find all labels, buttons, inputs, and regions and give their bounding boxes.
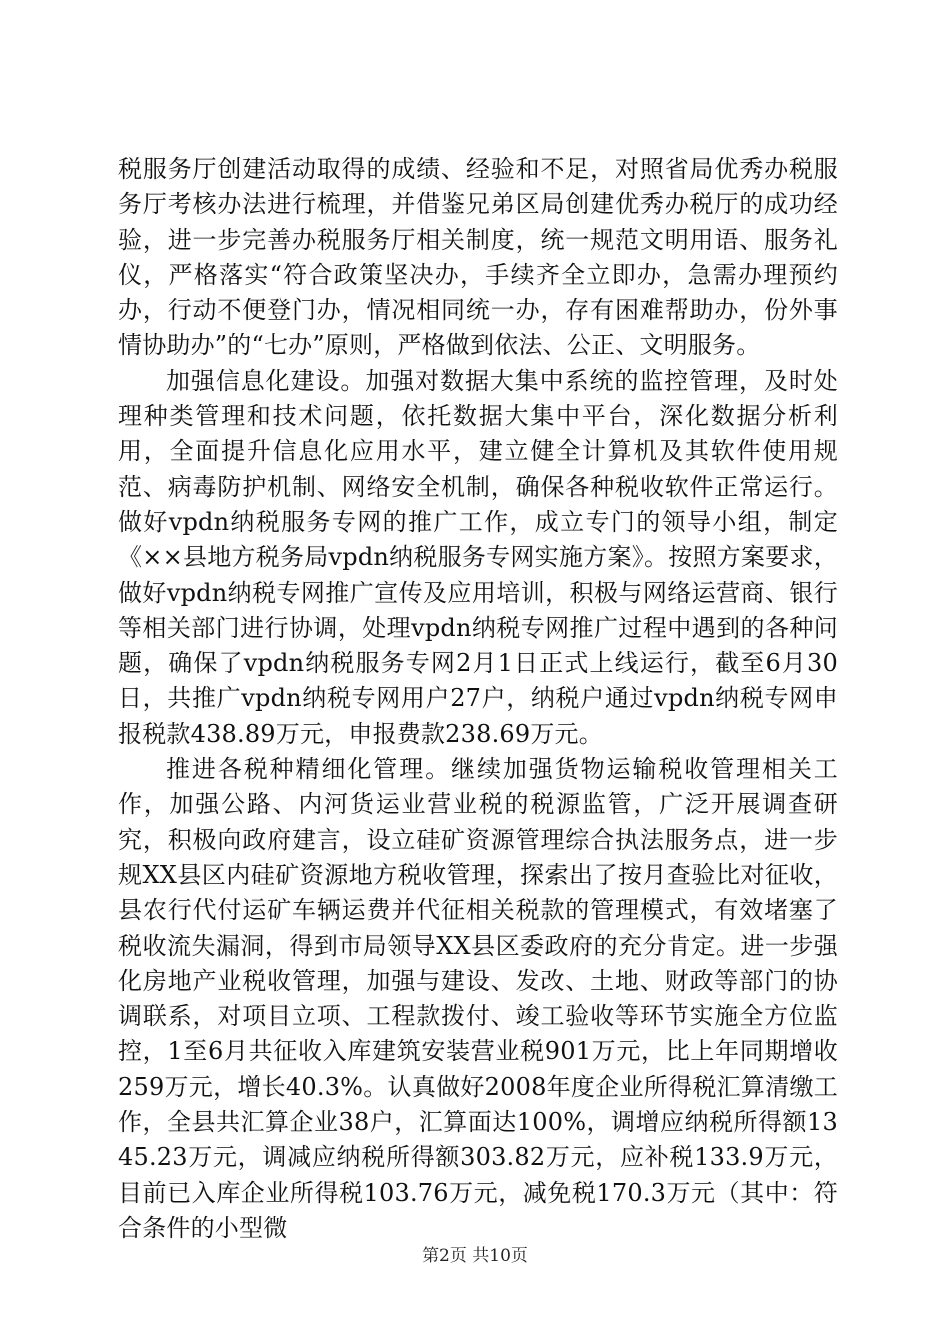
paragraph-service-hall: 税服务厅创建活动取得的成绩、经验和不足，对照省局优秀办税服务厅考核办法进行梳理，并借鉴兄弟区局创建优秀办税厅的成功经验，进一步完善办税服务厅相关制度，统一规范文明用语、服务礼仪，严格落实“符合政策坚决办，手续齐全立即办，急需办理预约办，行动不便登门办，情况相同统一办，存有困难帮助办，份外事情协助办”的“七办”原则，严格做到依法、公正、文明服务。 [118,155,838,360]
paragraph-informatization: 加强信息化建设。加强对数据大集中系统的监控管理，及时处理种类管理和技术问题，依托数据大集中平台，深化数据分析利用，全面提升信息化应用水平，建立健全计算机及其软件使用规范、病毒防护机制、网络安全机制，确保各种税收软件正常运行。做好vpdn纳税服务专网的推广工作，成立专门的领导小组，制定《××县地方税务局vpdn纳税服务专网实施方案》。按照方案要求，做好vpdn纳税专网推广宣传及应用培训，积极与网络运营商、银行等相关部门进行协调，处理vpdn纳税专网推广过程中遇到的各种问题，确保了vpdn纳税服务专网2月1日正式上线运行，截至6月30日，共推广vpdn纳税专网用户27户，纳税户通过vpdn纳税专网申报税款438.89万元，申报费款238.69万元。 [118,366,838,748]
page-footer [0,1241,950,1266]
document-body [118,152,838,1246]
page-number-label: 第2页 共10页 [422,1246,528,1266]
paragraph-tax-management: 推进各税种精细化管理。继续加强货物运输税收管理相关工作，加强公路、内河货运业营业税的税源监管，广泛开展调查研究，积极向政府建言，设立硅矿资源管理综合执法服务点，进一步规XX县区内硅矿资源地方税收管理，探索出了按月查验比对征收，县农行代付运矿车辆运费并代征相关税款的管理模式，有效堵塞了税收流失漏洞，得到市局领导XX县区委政府的充分肯定。进一步强化房地产业税收管理，加强与建设、发改、土地、财政等部门的协调联系，对项目立项、工程款拨付、竣工验收等环节实施全方位监控，1至6月共征收入库建筑安装营业税901万元，比上年同期增收259万元，增长40.3%。认真做好2008年度企业所得税汇算清缴工作，全县共汇算企业38户，汇算面达100%，调增应纳税所得额1345.23万元，调减应纳税所得额303.82万元，应补税133.9万元，目前已入库企业所得税103.76万元，减免税170.3万元（其中：符合条件的小型微 [118,755,838,1242]
